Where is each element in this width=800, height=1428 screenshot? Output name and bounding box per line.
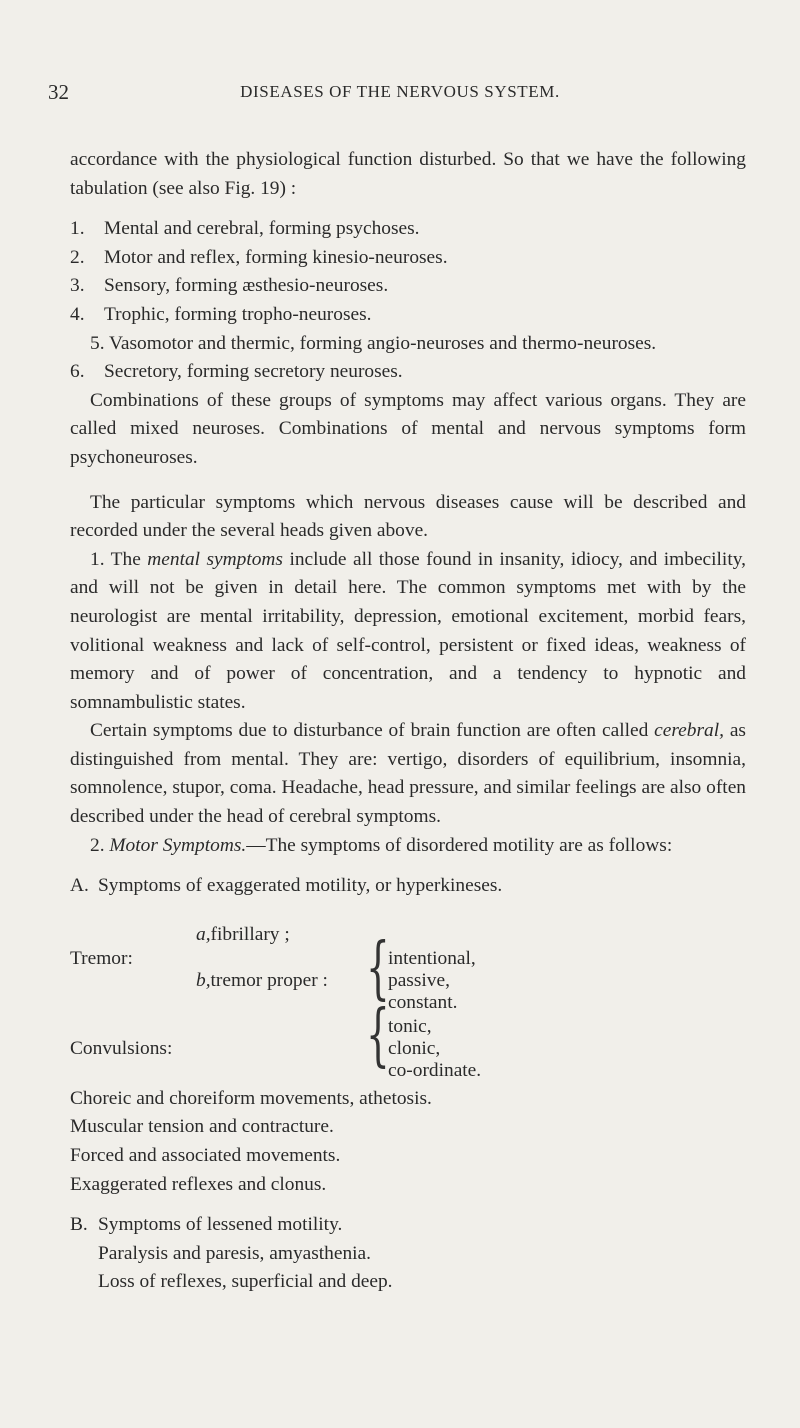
running-title: DISEASES OF THE NERVOUS SYSTEM. bbox=[240, 82, 560, 101]
particular-paragraph: The particular symptoms which nervous diseases cause will be described and recorded under the several heads given above. bbox=[70, 491, 746, 542]
section-b-heading bbox=[70, 1211, 746, 1240]
page-body bbox=[70, 146, 746, 1297]
text-run: include all those found in insanity, idiocy, and imbecility, and will not be given in detail here. The common symptoms met with by the neurologist are mental irritability, depression, emotional excitement, morbid fears, volitional weakness and lack of self-control, persistent or fixed ideas, weakness of memory and of power of concentration, and a tendency to hypnotic and somnambulistic states. bbox=[70, 548, 746, 713]
cerebral-symptoms-paragraph bbox=[70, 717, 746, 831]
italic-term: cerebral, bbox=[654, 720, 724, 742]
item-number: 1. bbox=[70, 218, 85, 240]
text-run: The bbox=[110, 548, 141, 570]
item-text: Motor and reflex, forming kinesio-neuroses. bbox=[104, 246, 448, 268]
classification-item-2 bbox=[70, 244, 746, 273]
section-number: 2. bbox=[90, 834, 105, 856]
tremor-type-intentional: intentional, bbox=[388, 947, 476, 969]
fibrillary-text: fibrillary ; bbox=[210, 923, 290, 945]
section-a-item: Muscular tension and contracture. bbox=[70, 1116, 334, 1138]
classification-item-1 bbox=[70, 215, 746, 244]
section-b-item: Loss of reflexes, superficial and deep. bbox=[98, 1271, 393, 1293]
tremor-brace: { bbox=[366, 928, 390, 1008]
intro-paragraph: accordance with the physiological function disturbed. So that we have the following tabulation (see also Fig. 19) : bbox=[70, 149, 746, 199]
convulsions-label: Convulsions: bbox=[70, 1037, 173, 1059]
spacer bbox=[70, 203, 746, 215]
motor-table bbox=[70, 907, 746, 1081]
classification-item-6 bbox=[70, 358, 746, 387]
item-text: Secretory, forming secretory neuroses. bbox=[104, 361, 403, 383]
tremor-type-passive: passive, bbox=[388, 969, 450, 991]
convulsions-brace: { bbox=[366, 995, 390, 1075]
item-text: Vasomotor and thermic, forming angio-neuroses and thermo-neuroses. bbox=[109, 332, 657, 354]
item-text: Trophic, forming tropho-neuroses. bbox=[104, 303, 372, 325]
item-number: 3. bbox=[70, 275, 85, 297]
convulsion-type-clonic: clonic, bbox=[388, 1037, 441, 1059]
classification-item-4 bbox=[70, 301, 746, 330]
fibrillary-row bbox=[196, 921, 290, 950]
classification-item-3 bbox=[70, 272, 746, 301]
item-number: 4. bbox=[70, 303, 85, 325]
section-a-item: Forced and associated movements. bbox=[70, 1145, 341, 1167]
section-b-item: Paralysis and paresis, amyasthenia. bbox=[98, 1242, 372, 1264]
mental-symptoms-paragraph bbox=[70, 546, 746, 718]
text-run: as distinguished from mental. They are: vertigo, disorders of equilibrium, insomnia, somnolence, stupor, coma. Headache, head pressure, and similar feelings are also often described under the head of cerebral symptoms. bbox=[70, 720, 746, 828]
section-title: Symptoms of lessened motility. bbox=[98, 1214, 343, 1236]
tremor-proper-row bbox=[196, 967, 328, 996]
section-title: Symptoms of exaggerated motility, or hyperkineses. bbox=[98, 875, 503, 897]
section-a-item: Exaggerated reflexes and clonus. bbox=[70, 1173, 327, 1195]
combinations-paragraph: Combinations of these groups of symptoms may affect various organs. They are called mixed neuroses. Combinations of mental and nervous symptoms form psychoneuroses. bbox=[70, 389, 746, 468]
tremor-proper-text: tremor proper : bbox=[210, 969, 328, 991]
spacer bbox=[70, 473, 746, 489]
section-a-heading bbox=[70, 872, 746, 901]
text-run: Certain symptoms due to disturbance of brain function are often called bbox=[90, 720, 649, 742]
classification-item-5 bbox=[70, 330, 746, 359]
letter-a: a, bbox=[196, 923, 211, 945]
convulsion-type-tonic: tonic, bbox=[388, 1015, 432, 1037]
item-text: Sensory, forming æsthesio-neuroses. bbox=[104, 275, 389, 297]
section-a-item: Choreic and choreiform movements, athetosis. bbox=[70, 1087, 432, 1109]
tremor-type-constant: constant. bbox=[388, 991, 458, 1013]
item-number: 5. bbox=[90, 332, 105, 354]
spacer bbox=[70, 860, 746, 872]
italic-term: Motor Symptoms. bbox=[109, 834, 247, 856]
page-number: 32 bbox=[48, 80, 69, 104]
section-number: 1. bbox=[90, 548, 105, 570]
spacer bbox=[70, 1199, 746, 1211]
text-run: —The symptoms of disordered motility are as follows: bbox=[246, 834, 673, 856]
item-text: Mental and cerebral, forming psychoses. bbox=[104, 218, 420, 240]
letter-b: b, bbox=[196, 969, 211, 991]
section-label: A. bbox=[70, 875, 89, 897]
page-header bbox=[48, 80, 752, 110]
item-number: 6. bbox=[70, 361, 85, 383]
tremor-label: Tremor: bbox=[70, 947, 133, 969]
italic-term: mental symptoms bbox=[147, 548, 283, 570]
item-number: 2. bbox=[70, 246, 85, 268]
motor-symptoms-paragraph bbox=[70, 832, 746, 861]
convulsion-type-coordinate: co-ordinate. bbox=[388, 1059, 482, 1081]
section-label: B. bbox=[70, 1214, 88, 1236]
